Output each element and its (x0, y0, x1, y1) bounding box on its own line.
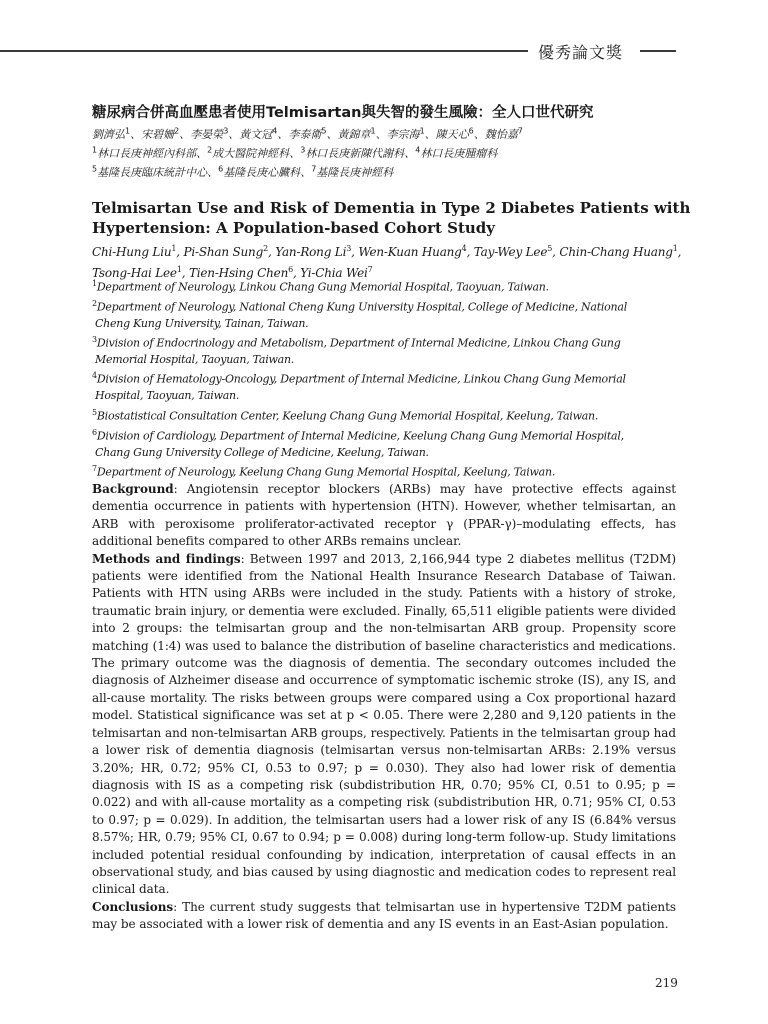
author-affiliation-mark: 2 (263, 244, 268, 253)
affiliation (92, 405, 682, 425)
affiliation-mark: 6 (92, 427, 97, 437)
header-rule-left (0, 50, 528, 52)
author-name: Wen-Kuan Huang (358, 245, 462, 259)
background-text: : Angiotensin receptor blockers (ARBs) may have protective effects against dementia occurrence in patients with hypertension (HTN). However, whether telmisartan, an ARB with peroxisome proliferator-activated receptor γ (PPAR-γ)–modulating effects, has additional benefits compared to other ARBs remains unclear. (92, 482, 676, 549)
affiliation-mark: 1 (92, 145, 98, 155)
author-affiliation-mark: 5 (321, 126, 327, 136)
author-name: 魏怡嘉 (484, 128, 518, 141)
affiliation-continuation: Memorial Hospital, Taoyuan, Taiwan. (95, 353, 295, 367)
affiliation-mark: 2 (92, 298, 97, 308)
separator: 、 (375, 128, 387, 141)
page-number: 219 (655, 976, 678, 990)
abstract (92, 481, 676, 934)
affiliation-text: 成大醫院神經科 (212, 147, 290, 160)
affiliation-mark: 7 (92, 463, 97, 473)
conclusions-paragraph (92, 899, 676, 934)
affiliation-text: 林口長庚腫瘤科 (420, 147, 498, 160)
separator: 、 (130, 128, 142, 141)
separator: 、 (326, 128, 338, 141)
affiliation-text: 林口長庚新陳代謝科 (305, 147, 405, 160)
affiliation-text: 林口長庚神經內科部 (97, 147, 197, 160)
author-affiliation-mark: 1 (125, 126, 131, 136)
methods-text: : Between 1997 and 2013, 2,166,944 type 2 diabetes mellitus (T2DM) patients were identified from the National Health Insurance Research Database of Taiwan. Patients with HTN using ARBs were included in the study. Patients with a history of stroke, traumatic brain injury, or dementia were excluded. Finally, 65,511 eligible patients were divided into 2 groups: the telmisartan group and the non-telmisartan ARB group. Propensity score matching (1:4) was used to balance the distribution of baseline characteristics and medications. The primary outcome was the diagnosis of dementia. The secondary outcomes included the diagnosis of Alzheimer disease and occurrence of symptomatic ischemic stroke (IS), any IS, and all-cause mortality. The risks between groups were compared using a Cox proportional hazard model. Statistical significance was set at p < 0.05. There were 2,280 and 9,120 patients in the telmisartan and non-telmisartan ARB groups, respectively. Patients in the telmisartan group had a lower risk of dementia diagnosis (telmisartan versus non-telmisartan ARBs: 2.19% versus 3.20%; HR, 0.72; 95% CI, 0.53 to 0.97; p = 0.030). They also had lower risk of dementia diagnosis with IS as a competing risk (subdistribution HR, 0.70; 95% CI, 0.51 to 0.95; p = 0.022) and with all-cause mortality as a competing risk (subdistribution HR, 0.71; 95% CI, 0.53 to 0.97; p = 0.029). In addition, the telmisartan users had a lower risk of any IS (6.84% versus 8.57%; HR, 0.79; 95% CI, 0.67 to 0.94; p = 0.008) during long-term follow-up. Study limitations included potential residual confounding by indication, interpretation of causal effects in an observational study, and bias caused by using diagnostic and medication codes to represent real clinical data. (92, 551, 676, 897)
affiliation-text: 基隆長庚神經科 (316, 166, 394, 179)
author-name: Chi-Hung Liu (92, 245, 172, 259)
affiliation-continuation: Hospital, Taoyuan, Taiwan. (95, 389, 240, 403)
affiliation-mark: 6 (218, 164, 224, 174)
separator: , (267, 245, 276, 259)
separator: , (351, 245, 359, 259)
affiliation (92, 276, 682, 296)
affiliation (92, 296, 682, 332)
chinese-affiliations-2 (92, 164, 393, 180)
separator: 、 (207, 166, 219, 179)
affiliation-text: Biostatistical Consultation Center, Keelung Chang Gung Memorial Hospital, Keelung, Taiwan. (96, 409, 599, 423)
affiliation-text: Division of Hematology-Oncology, Department of Internal Medicine, Linkou Chang Gung Memorial (96, 373, 626, 387)
english-affiliations (92, 276, 682, 481)
separator: 、 (277, 128, 289, 141)
affiliation-mark: 4 (415, 145, 421, 155)
author-name: Tien-Hsing Chen (188, 266, 289, 280)
affiliation-continuation: Chang Gung University College of Medicine, Keelung, Taiwan. (95, 445, 429, 459)
author-name: 宋碧姍 (141, 128, 175, 141)
background-paragraph (92, 481, 676, 551)
chinese-authors (92, 126, 523, 142)
affiliation-mark: 4 (92, 371, 97, 381)
separator: 、 (424, 128, 436, 141)
affiliation-text: Department of Neurology, Keelung Chang Gung Memorial Hospital, Keelung, Taiwan. (96, 465, 556, 479)
author-name: 李宗海 (386, 128, 420, 141)
author-name: 劉濟弘 (92, 128, 125, 141)
author-name: Yan-Rong Li (275, 245, 347, 259)
author-name: 李泰衛 (288, 128, 322, 141)
affiliation (92, 332, 682, 368)
affiliation-text: Division of Cardiology, Department of Internal Medicine, Keelung Chang Gung Memorial Hospital, (96, 429, 624, 443)
affiliation-text: Department of Neurology, National Cheng Kung University Hospital, College of Medicine, National (96, 300, 627, 314)
header-rule-right (640, 50, 676, 52)
affiliation-continuation: Cheng Kung University, Tainan, Taiwan. (95, 316, 309, 330)
separator: 、 (196, 147, 208, 160)
separator: , (181, 266, 189, 280)
author-affiliation-mark: 7 (517, 126, 523, 136)
author-affiliation-mark: 1 (419, 126, 425, 136)
author-name: 黃文冠 (239, 128, 273, 141)
chinese-affiliations-1 (92, 145, 497, 161)
separator: 、 (473, 128, 485, 141)
separator: , (552, 245, 560, 259)
affiliation (92, 425, 682, 461)
affiliation-text: 基隆長庚心臟科 (223, 166, 301, 179)
author-name: Pi-Shan Sung (183, 245, 264, 259)
author-name: 李晏榮 (190, 128, 224, 141)
affiliation-mark: 5 (92, 164, 98, 174)
english-title: Telmisartan Use and Risk of Dementia in Type 2 Diabetes Patients with Hypertension: A Population-based Cohort Study (92, 199, 691, 237)
chinese-title: 糖尿病合併高血壓患者使用Telmisartan與失智的發生風險：全人口世代研究 (92, 105, 594, 121)
separator: , (176, 245, 184, 259)
separator: , (466, 245, 474, 259)
affiliation-mark: 1 (92, 279, 97, 288)
author-affiliation-mark: 1 (171, 244, 177, 253)
separator: 、 (300, 166, 312, 179)
conclusions-label: Conclusions (92, 899, 174, 914)
affiliation-text: Division of Endocrinology and Metabolism, Department of Internal Medicine, Linkou Chang Gung (96, 336, 621, 350)
affiliation-mark: 5 (92, 407, 97, 417)
author-affiliation-mark: 3 (346, 244, 352, 253)
separator: 、 (404, 147, 416, 160)
separator: 、 (179, 128, 191, 141)
affiliation (92, 368, 682, 404)
author-name: 陳天心 (435, 128, 469, 141)
author-name: Tay-Wey Lee (473, 245, 548, 259)
author-affiliation-mark: 1 (176, 265, 182, 274)
author-name: Chin-Chang Huang (559, 245, 673, 259)
affiliation (92, 461, 682, 481)
affiliation-mark: 2 (207, 145, 213, 155)
separator: , (677, 245, 682, 259)
section-label: 優秀論文獎 (538, 43, 624, 62)
affiliation-text: Department of Neurology, Linkou Chang Gung Memorial Hospital, Taoyuan, Taiwan. (96, 280, 549, 294)
author-name: Yi-Chia Wei (300, 266, 368, 280)
separator: 、 (289, 147, 301, 160)
author-name: 黃錦章 (337, 128, 371, 141)
author-affiliation-mark: 6 (468, 126, 474, 136)
affiliation-mark: 3 (92, 335, 97, 345)
author-affiliation-mark: 1 (672, 244, 678, 253)
author-affiliation-mark: 5 (547, 244, 553, 253)
methods-label: Methods and findings (92, 551, 241, 566)
affiliation-mark: 3 (300, 145, 306, 155)
author-affiliation-mark: 7 (367, 265, 373, 274)
affiliation-text: 基隆長庚臨床統計中心 (97, 166, 208, 179)
author-affiliation-mark: 3 (223, 126, 229, 136)
author-affiliation-mark: 1 (370, 126, 376, 136)
methods-paragraph (92, 551, 676, 899)
affiliation-mark: 7 (311, 164, 317, 174)
author-affiliation-mark: 4 (461, 244, 467, 253)
author-affiliation-mark: 2 (174, 126, 180, 136)
author-name: Tsong-Hai Lee (92, 266, 177, 280)
conclusions-text: : The current study suggests that telmisartan use in hypertensive T2DM patients may be associated with a lower risk of dementia and any IS events in an East-Asian population. (92, 899, 676, 932)
separator: 、 (228, 128, 240, 141)
separator: , (293, 266, 301, 280)
author-affiliation-mark: 6 (288, 265, 293, 274)
background-label: Background (92, 482, 174, 496)
author-affiliation-mark: 4 (272, 126, 278, 136)
